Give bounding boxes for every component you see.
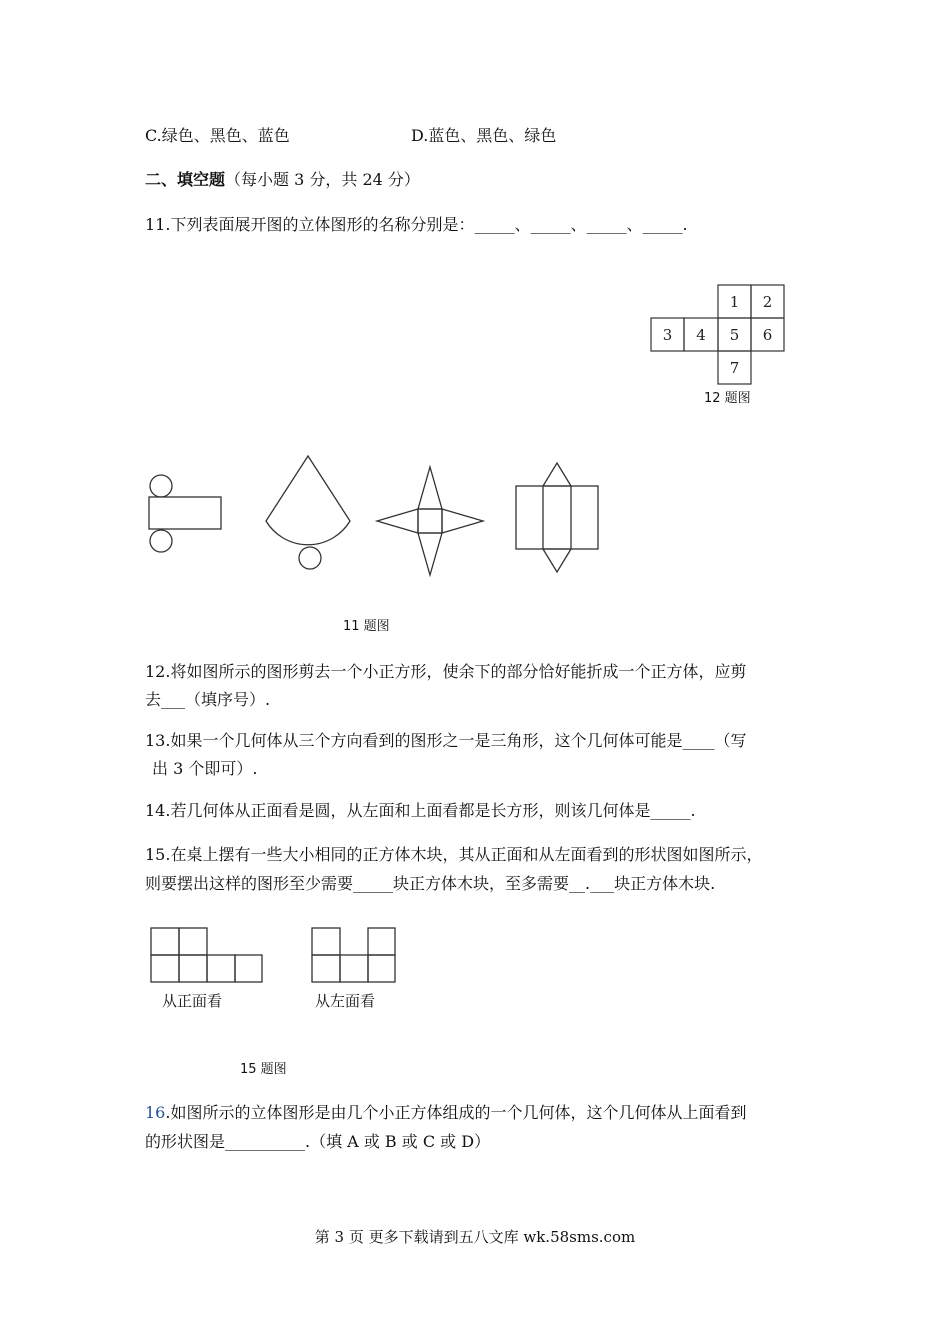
q12-line1: 12.将如图所示的图形剪去一个小正方形，使余下的部分恰好能折成一个正方体，应剪 — [145, 662, 747, 681]
fig15-caption: 15 题图 — [240, 1062, 287, 1077]
q13-line2: 出 3 个即可）. — [152, 759, 258, 778]
q15-line1: 15.在桌上摆有一些大小相同的正方体木块，其从正面和从左面看到的形状图如图所示， — [145, 845, 763, 864]
fig12-cell-5: 5 — [729, 326, 740, 344]
fig12-cell-6: 6 — [762, 326, 773, 344]
q10-option-c: C.绿色、黑色、蓝色 — [145, 126, 290, 145]
front-view-label: 从正面看 — [162, 992, 223, 1010]
fig12-cell-2: 2 — [762, 293, 773, 311]
section-note: （每小题 3 分，共 24 分） — [225, 170, 420, 189]
q15-line2: 则要摆出这样的图形至少需要_____块正方体木块，至多需要__.___块正方体木块. — [145, 874, 716, 893]
fig12-cell-1: 1 — [729, 293, 740, 311]
q16-line1 — [145, 1103, 746, 1123]
fig12-cell-4: 4 — [696, 326, 706, 344]
q16-number: 16 — [145, 1103, 166, 1122]
section-title: 二、填空题 — [145, 170, 226, 189]
fig12-cell-7: 7 — [729, 359, 740, 377]
prism-net — [516, 463, 598, 572]
fig11-caption: 11 题图 — [343, 619, 390, 634]
fig12-cube-net — [650, 284, 790, 386]
cylinder-net — [149, 475, 221, 552]
q12-line2: 去___（填序号）. — [145, 690, 271, 709]
left-view-grid — [312, 928, 395, 982]
q10-option-d: D.蓝色、黑色、绿色 — [411, 126, 557, 145]
fig12-caption: 12 题图 — [704, 391, 751, 406]
cone-net — [266, 456, 350, 569]
section-heading — [145, 170, 420, 190]
q11-text: 11.下列表面展开图的立体图形的名称分别是：_____、_____、_____、_____. — [145, 215, 688, 234]
fig15-views — [148, 925, 408, 985]
q14-text: 14.若几何体从正面看是圆，从左面和上面看都是长方形，则该几何体是_____. — [145, 801, 696, 820]
front-view-grid — [151, 928, 262, 982]
fig11-nets — [140, 450, 610, 580]
q16-line2: 的形状图是__________.（填 A 或 B 或 C 或 D） — [145, 1132, 491, 1151]
q16-line1-text: .如图所示的立体图形是由几个小正方体组成的一个几何体，这个几何体从上面看到 — [165, 1103, 747, 1122]
pyramid-net — [377, 467, 483, 575]
page-footer: 第 3 页 更多下载请到五八文库 wk.58sms.com — [314, 1228, 636, 1246]
q13-line1: 13.如果一个几何体从三个方向看到的图形之一是三角形，这个几何体可能是____（写 — [145, 731, 747, 750]
fig12-cell-3: 3 — [662, 326, 673, 344]
left-view-label: 从左面看 — [315, 992, 376, 1010]
